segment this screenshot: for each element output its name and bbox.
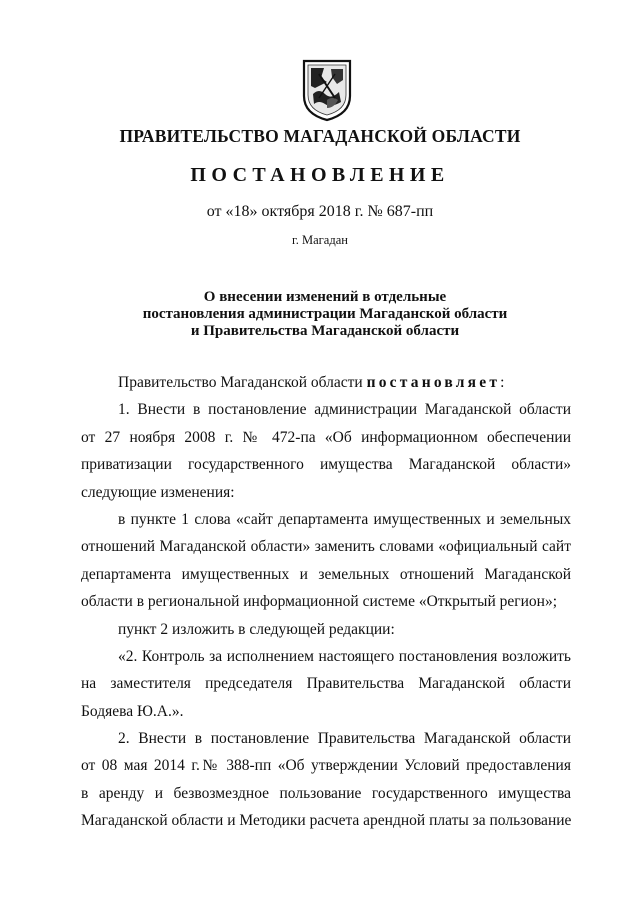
paragraph-5 xyxy=(81,725,571,835)
preamble-text: Правительство Магаданской области xyxy=(118,374,367,391)
document-subject xyxy=(60,289,590,340)
paragraph-2 xyxy=(81,506,571,616)
text-line: пункт 2 изложить в следующей редакции: xyxy=(118,620,395,638)
coat-of-arms-icon xyxy=(301,58,353,122)
text-line: Магаданской области и Методики расчета арендной платы за пользование xyxy=(81,812,571,830)
government-name: ПРАВИТЕЛЬСТВО МАГАДАНСКОЙ ОБЛАСТИ xyxy=(119,126,521,146)
text-line: на заместителя председателя Правительства Магаданской области xyxy=(81,675,571,693)
text-line: от 27 ноября 2008 г. № 472-па «Об информационном обеспечении xyxy=(81,428,571,446)
document-body xyxy=(81,369,571,835)
paragraph-3 xyxy=(81,616,571,643)
document-type: ПОСТАНОВЛЕНИЕ xyxy=(190,164,450,186)
text-line: департамента имущественных и земельных отношений Магаданской xyxy=(81,565,571,583)
text-line: следующие изменения: xyxy=(81,483,235,501)
text-line: области в региональной информационной системе «Открытый регион»; xyxy=(81,593,557,611)
text-line: в пункте 1 слова «сайт департамента имущественных и земельных xyxy=(118,510,571,528)
text-line: в аренду и безвозмездное пользование государственного имущества xyxy=(81,784,571,802)
preamble-tail: : xyxy=(500,374,505,391)
paragraph-4 xyxy=(81,643,571,725)
preamble-keyword: постановляет xyxy=(366,374,501,391)
text-line: Бодяева Ю.А.». xyxy=(81,702,184,720)
document-city: г. Магадан xyxy=(292,233,348,247)
text-line: 1. Внести в постановление администрации Магаданской области xyxy=(118,401,571,419)
text-line: отношений Магаданской области» заменить словами «официальный сайт xyxy=(81,538,571,556)
text-line: «2. Контроль за исполнением настоящего постановления возложить xyxy=(118,647,571,665)
paragraph-1 xyxy=(81,396,571,506)
subject-line: и Правительства Магаданской области xyxy=(190,323,460,339)
document-date-number: от «18» октября 2018 г. № 687-пп xyxy=(206,203,434,220)
text-line: 2. Внести в постановление Правительства Магаданской области xyxy=(118,730,571,748)
subject-line: О внесении изменений в отдельные xyxy=(203,289,447,305)
text-line: от 08 мая 2014 г.№ 388-пп «Об утверждении Условий предоставления xyxy=(81,757,571,775)
preamble xyxy=(81,369,571,396)
subject-line: постановления администрации Магаданской области xyxy=(142,306,508,322)
text-line: приватизации государственного имущества Магаданской области» xyxy=(81,456,571,474)
